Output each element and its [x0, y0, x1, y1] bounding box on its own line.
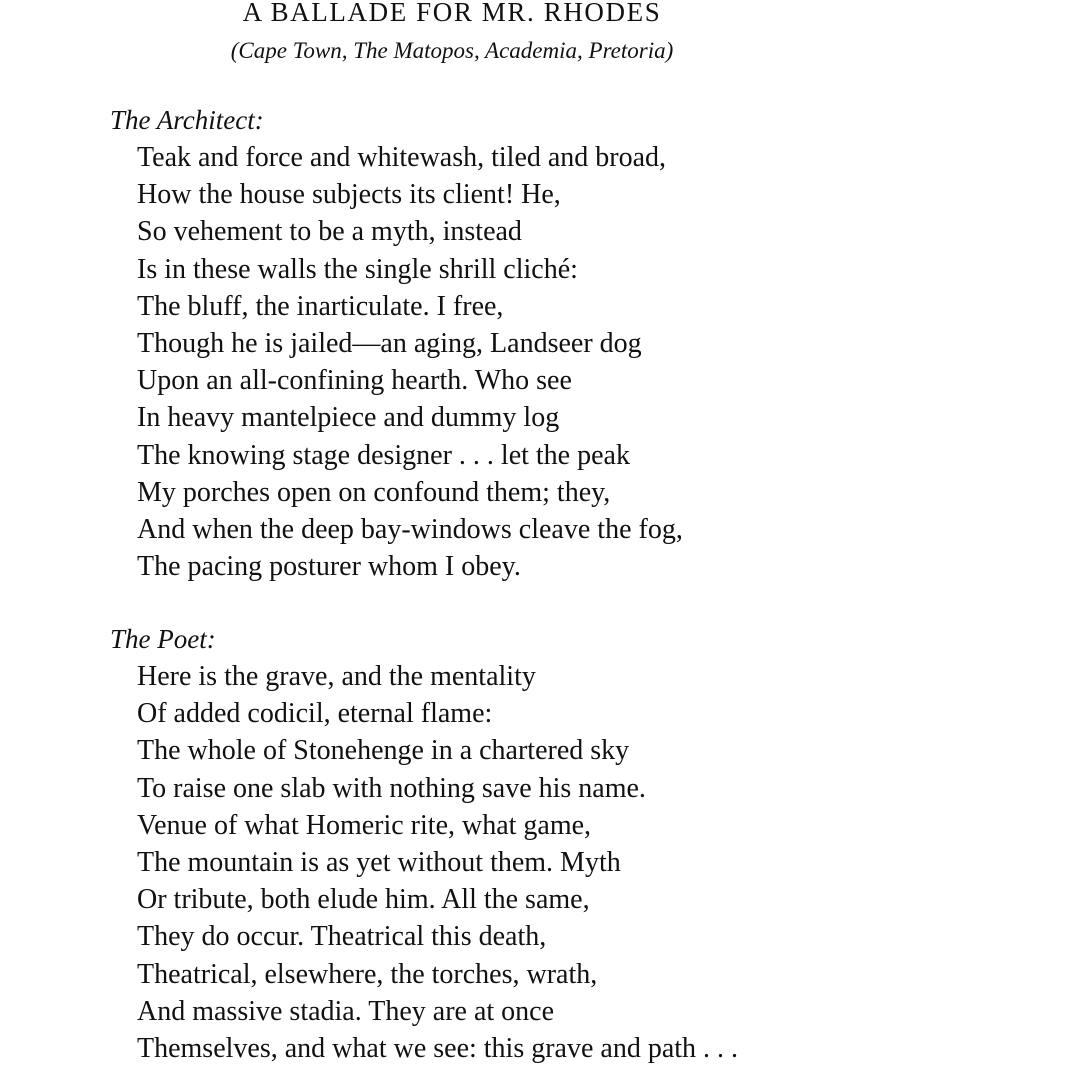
- speaker-label: The Poet:: [110, 624, 216, 654]
- poem-line: The knowing stage designer . . . let the peak: [137, 439, 630, 471]
- poem-line: Upon an all-confining hearth. Who see: [137, 365, 572, 397]
- poem-line: Or tribute, both elude him. All the same,: [137, 884, 590, 916]
- poem-line: In heavy mantelpiece and dummy log: [137, 402, 560, 434]
- poem-line: Theatrical, elsewhere, the torches, wrath,: [137, 958, 598, 990]
- stanza-lines: [137, 658, 738, 1067]
- poem-line: And massive stadia. They are at once: [137, 995, 555, 1027]
- poem-line: The pacing posturer whom I obey.: [137, 551, 521, 583]
- poem-line: Here is the grave, and the mentality: [137, 661, 536, 692]
- poem-line: Teak and force and whitewash, tiled and broad,: [137, 142, 667, 173]
- poem-subtitle: (Cape Town, The Matopos, Academia, Pretoria): [230, 38, 674, 63]
- poem-line: Venue of what Homeric rite, what game,: [137, 809, 592, 841]
- poem-line: How the house subjects its client! He,: [137, 179, 561, 211]
- poem-line: So vehement to be a myth, instead: [137, 216, 522, 248]
- poem-line: My porches open on confound them; they,: [137, 476, 611, 508]
- poem-line: Themselves, and what we see: this grave and path . . .: [137, 1032, 739, 1064]
- poem-line: To raise one slab with nothing save his name.: [137, 772, 646, 804]
- poem-line: Of added codicil, eternal flame:: [137, 698, 493, 730]
- poem-line: They do occur. Theatrical this death,: [137, 921, 547, 953]
- poem-line: And when the deep bay-windows cleave the fog,: [137, 513, 683, 545]
- speaker-label: The Architect:: [110, 105, 264, 135]
- poem-line: Is in these walls the single shrill cliché:: [137, 253, 578, 285]
- poem-line: The whole of Stonehenge in a chartered sky: [137, 735, 630, 767]
- poem-line: Though he is jailed—an aging, Landseer dog: [137, 327, 642, 359]
- poem-title: A BALLADE FOR MR. RHODES: [242, 0, 662, 27]
- poem-line: The mountain is as yet without them. Myth: [137, 846, 621, 878]
- poem-line: The bluff, the inarticulate. I free,: [137, 290, 504, 322]
- stanza-lines: [137, 139, 683, 585]
